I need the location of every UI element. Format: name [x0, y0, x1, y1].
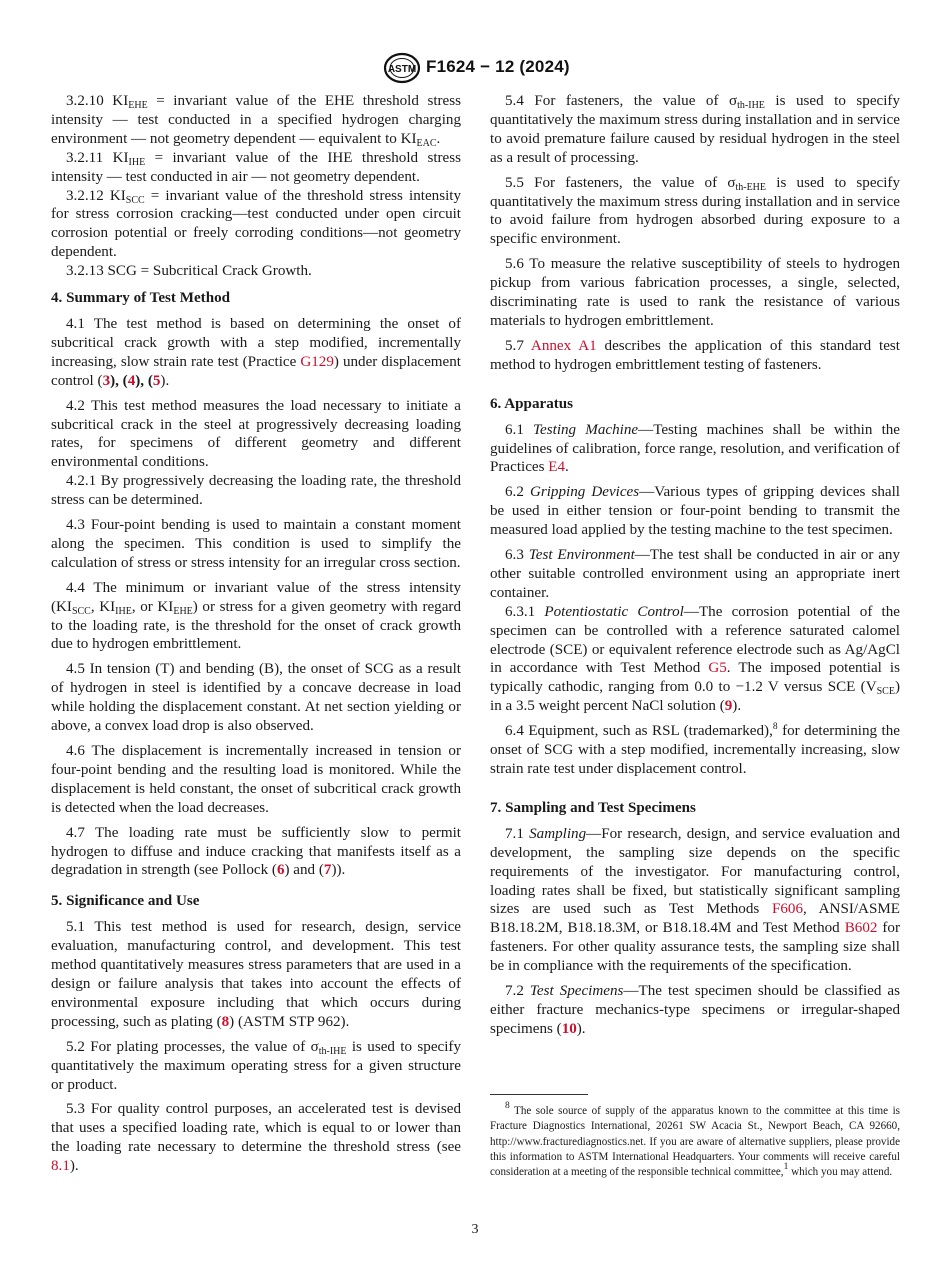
section-4-3: 4.3 Four-point bending is used to maintain a constant moment along the specimen. This condition is used to simplify the calculation of stress or stress intensity for an irregular cross section. [51, 517, 461, 571]
section-7-2: 7.2 Test Specimens—The test specimen should be classified as either fracture mechanics-type specimens or irregular-shaped specimens (10). [490, 983, 901, 1037]
section-5-7: 5.7 Annex A1 describes the application of this standard test method to hydrogen embrittlement testing of fasteners. [490, 337, 900, 373]
ref-6[interactable]: 6 [276, 862, 285, 879]
right-column [490, 92, 900, 1039]
link-g129[interactable]: G129 [300, 353, 334, 370]
section-7-1: 7.1 Sampling—For research, design, and service evaluation and development, the sampling size depends on the specific requirements of the investigator. For manufacturing control, loading rates shall be fixed, but statistically significant sampling sizes are used such as Test Methods F606, ANSI/ASME B18.18.2M, B18.18.3M, or B18.18.4M and Test Method B602 for fasteners. For other quality assurance tests, the sampling size shall be in compliance with the requirements of the specification. [490, 825, 901, 975]
section-4-7: 4.7 The loading rate must be sufficiently slow to permit hydrogen to diffuse and induce cracking that manifests itself as a degradation in strength (see Pollock (6) and (7)). [51, 824, 461, 879]
heading-section-6: 6. Apparatus [490, 395, 574, 412]
footnote-marker-8[interactable]: 8 [772, 722, 778, 733]
section-6-4: 6.4 Equipment, such as RSL (trademarked),$^8$ for determining the onset of SCG with a step modified, incrementally increasing, slow strain rate test under displacement control. [490, 722, 901, 777]
footnote-divider [490, 1094, 588, 1095]
section-6-3: 6.3 Test Environment—The test shall be conducted in air or any other suitable controlled environment using an appropriate inert container. [490, 547, 900, 601]
ref-3[interactable]: 3 [102, 372, 111, 389]
section-4-2-1: 4.2.1 By progressively decreasing the loading rate, the threshold stress can be determined. [51, 473, 461, 509]
section-4-5: 4.5 In tension (T) and bending (B), the onset of SCG as a result of hydrogen in steel is identified by a concave decrease in load while holding the displacement constant. At net section yielding or above, a convex load drop is also observed. [51, 661, 461, 735]
ref-5[interactable]: 5 [152, 372, 161, 389]
link-e4[interactable]: E4 [548, 459, 566, 476]
section-5-6: 5.6 To measure the relative susceptibility of steels to hydrogen pickup from various fabrication processes, a single, selected, discriminating rate is used to rank the resistance of various materials to hydrogen embrittlement. [490, 256, 900, 329]
document-designation: F1624 − 12 (2024) [426, 57, 570, 76]
left-column [51, 92, 461, 1176]
section-6-1: 6.1 Testing Machine—Testing machines shall be within the guidelines of calibration, force range, resolution, and verification of Practices E4. [490, 421, 901, 476]
section-3-2-10: 3.2.10 $KI_{EHE}$ = invariant value of the EHE threshold stress intensity — test conducted in a specified hydrogen charging environment — not geometry dependent — equivalent to $KI_{EAC}$. [51, 93, 461, 149]
ref-10[interactable]: 10 [561, 1020, 577, 1037]
section-4-1: 4.1 The test method is based on determining the onset of subcritical crack growth with a step modified, incrementally increasing, slow strain rate test (Practice G129) under displacement control (3), (4), (5). [51, 315, 461, 389]
link-8-1[interactable]: 8.1 [51, 1158, 70, 1175]
heading-section-5: 5. Significance and Use [51, 893, 200, 910]
section-5-3: 5.3 For quality control purposes, an accelerated test is devised that uses a specified loading rate, which is equal to or lower than the loading rate necessary to determine the threshold stress (see 8.1). [51, 1101, 461, 1175]
section-4-2: 4.2 This test method measures the load necessary to initiate a subcritical crack in the steel at progressively decreasing loading rates, for specimens of different geometry and different environmental conditions. [51, 397, 461, 471]
section-4-6: 4.6 The displacement is incrementally increased in tension or four-point bending and the resulting load is monitored. While the displacement is held constant, the onset of subcritical crack growth is detected when the load decreases. [51, 743, 461, 816]
section-3-2-11: 3.2.11 $KI_{IHE}$ = invariant value of the IHE threshold stress intensity — test conducted in air — not geometry dependent. [51, 149, 461, 185]
section-6-2: 6.2 Gripping Devices—Various types of gripping devices shall be used in either tension or four-point bending to transmit the measured load applied by the testing machine to the test specimen. [490, 484, 900, 539]
svg-text:ASTM: ASTM [387, 64, 417, 75]
page-header [0, 52, 950, 86]
heading-section-4: 4. Summary of Test Method [51, 290, 231, 307]
section-4-4: 4.4 The minimum or invariant value of the stress intensity ($KI_{SCC}$, $KI_{IHE}$, or $KI_{EHE}$) or stress for a given geometry with regard to the loading rate, is the threshold for the onset of crack growth due to hydrogen embrittlement. [51, 579, 461, 653]
section-3-2-13: 3.2.13 SCG = Subcritical Crack Growth. [66, 263, 312, 280]
ref-7[interactable]: 7 [323, 862, 332, 879]
section-3-2-12: 3.2.12 $KI_{SCC}$ = invariant value of the threshold stress intensity for stress corrosion cracking—test conducted under open circuit corrosion potential or freely corroding conditions—not geometry dependent. [51, 187, 462, 261]
link-g5[interactable]: G5 [708, 660, 727, 677]
astm-logo-icon [382, 52, 422, 84]
section-5-2: 5.2 For plating processes, the value of $\sigma_{th-IHE}$ is used to specify quantitatively the maximum operating stress for a given structure or product. [51, 1038, 461, 1093]
ref-4[interactable]: 4 [127, 372, 136, 389]
link-f606[interactable]: F606 [771, 901, 804, 918]
page-number: 3 [471, 1222, 479, 1237]
heading-section-7: 7. Sampling and Test Specimens [490, 799, 696, 816]
section-5-5: 5.5 For fasteners, the value of $\sigma_{th-EHE}$ is used to specify quantitatively the maximum stress during installation and in service to avoid failure from hydrogen absorbed during exposure to a specific environment. [490, 174, 900, 248]
link-annex-a1[interactable]: Annex A1 [530, 337, 597, 354]
ref-9[interactable]: 9 [724, 698, 733, 715]
link-b602[interactable]: B602 [844, 920, 878, 937]
section-6-3-1: 6.3.1 Potentiostatic Control—The corrosion potential of the specimen can be controlled with a reference saturated calomel electrode (SCE) or equivalent reference electrode such as Ag/AgCl in accordance with Test Method G5. The imposed potential is typically cathodic, ranging from 0.0 to −1.2 V versus SCE $(V_{SCE})$ in a 3.5 weight percent NaCl solution (9). [490, 603, 900, 715]
footnote-8: $^8$ The sole source of supply of the apparatus known to the committee at this time is Fracture Diagnostics International, 20261 SW Acacia St., Newport Beach, CA 92660, http://www.fracturediagnostics.net. If you are aware of alternative suppliers, please provide this information to ASTM International Headquarters. Your comments will receive careful consideration at a meeting of the responsible technical committee,$^1$ which you may attend. [490, 1101, 900, 1179]
section-5-4: 5.4 For fasteners, the value of $\sigma_{th-IHE}$ is used to specify quantitatively the maximum stress during installation and in service to avoid premature failure caused by residual hydrogen in the steel as a result of processing. [490, 93, 900, 166]
ref-8[interactable]: 8 [221, 1013, 230, 1030]
section-5-1: 5.1 This test method is used for research, design, service evaluation, manufacturing control, and development. This test method quantitatively measures stress parameters that are used in a design or failure analysis that takes into account the effects of environmental exposure including that which occurs during processing, such as plating (8) (ASTM STP 962). [51, 919, 461, 1030]
